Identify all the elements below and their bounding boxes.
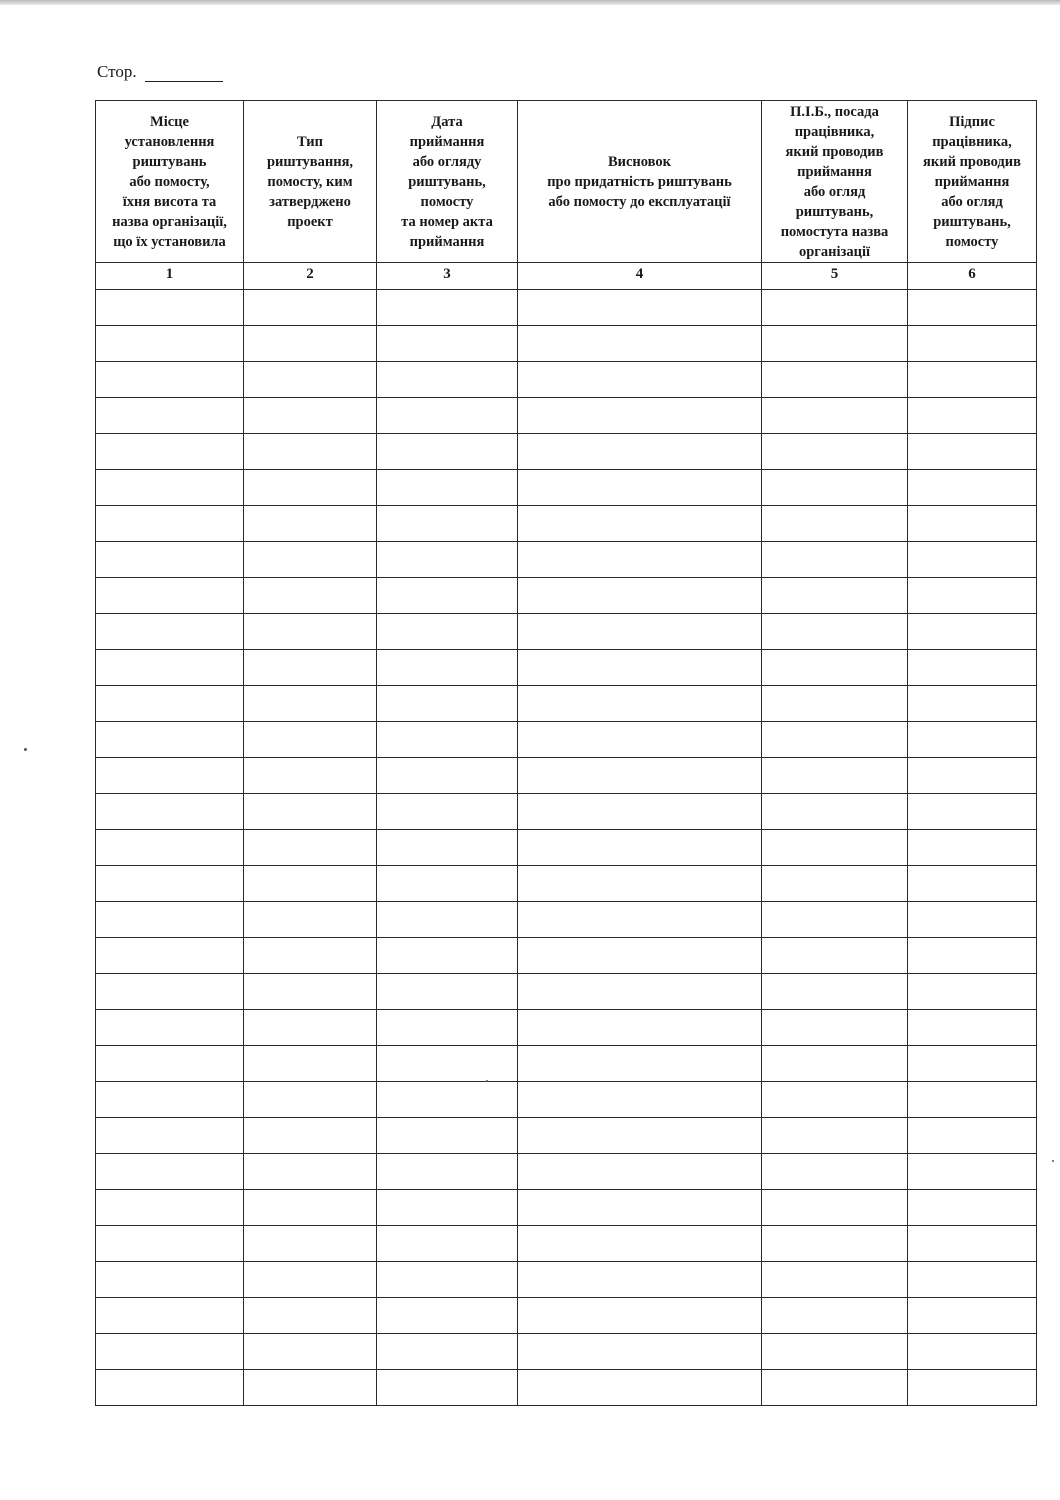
table-cell[interactable] xyxy=(377,614,518,650)
table-row xyxy=(96,434,1037,470)
table-cell[interactable] xyxy=(244,542,377,578)
table-cell[interactable] xyxy=(518,1046,762,1082)
table-cell[interactable] xyxy=(377,1334,518,1370)
table-cell[interactable] xyxy=(244,866,377,902)
table-cell[interactable] xyxy=(377,470,518,506)
table-cell[interactable] xyxy=(518,938,762,974)
table-cell[interactable] xyxy=(518,794,762,830)
table-cell[interactable] xyxy=(244,434,377,470)
table-cell[interactable] xyxy=(518,758,762,794)
table-cell[interactable] xyxy=(96,794,244,830)
table-row xyxy=(96,398,1037,434)
table-cell[interactable] xyxy=(96,830,244,866)
table-cell[interactable] xyxy=(96,326,244,362)
table-row xyxy=(96,758,1037,794)
table-cell[interactable] xyxy=(377,1190,518,1226)
table-cell[interactable] xyxy=(762,1334,908,1370)
table-cell[interactable] xyxy=(96,938,244,974)
table-cell[interactable] xyxy=(762,614,908,650)
table-cell[interactable] xyxy=(762,470,908,506)
table-cell[interactable] xyxy=(762,542,908,578)
table-cell[interactable] xyxy=(244,290,377,326)
table-cell[interactable] xyxy=(518,1370,762,1406)
table-cell[interactable] xyxy=(762,1154,908,1190)
table-row xyxy=(96,290,1037,326)
table-cell[interactable] xyxy=(908,614,1037,650)
table-cell[interactable] xyxy=(96,866,244,902)
table-cell[interactable] xyxy=(518,1010,762,1046)
column-header-signature: Підпис працівника, який проводив приймання або огляд риштувань, помосту xyxy=(908,101,1037,263)
table-cell[interactable] xyxy=(762,1226,908,1262)
page-number-label: Стор. xyxy=(97,62,137,81)
table-cell[interactable] xyxy=(518,578,762,614)
table-row xyxy=(96,542,1037,578)
table-cell[interactable] xyxy=(518,1226,762,1262)
table-cell[interactable] xyxy=(377,938,518,974)
table-cell[interactable] xyxy=(908,1262,1037,1298)
table-cell[interactable] xyxy=(377,398,518,434)
table-cell[interactable] xyxy=(908,1298,1037,1334)
table-cell[interactable] xyxy=(908,1154,1037,1190)
table-cell[interactable] xyxy=(762,866,908,902)
table-cell[interactable] xyxy=(96,1298,244,1334)
table-cell[interactable] xyxy=(96,1262,244,1298)
table-cell[interactable] xyxy=(244,1190,377,1226)
page-number-blank[interactable] xyxy=(145,65,223,82)
table-cell[interactable] xyxy=(762,1370,908,1406)
table-cell[interactable] xyxy=(377,1118,518,1154)
table-cell[interactable] xyxy=(908,470,1037,506)
table-row xyxy=(96,902,1037,938)
table-cell[interactable] xyxy=(377,866,518,902)
table-cell[interactable] xyxy=(96,1190,244,1226)
table-cell[interactable] xyxy=(518,902,762,938)
table-cell[interactable] xyxy=(518,974,762,1010)
table-cell[interactable] xyxy=(762,1262,908,1298)
table-cell[interactable] xyxy=(244,1082,377,1118)
column-number: 4 xyxy=(518,263,762,290)
column-header-location: Місце установлення риштувань або помосту, їхня висота та назва організації, що їх установила xyxy=(96,101,244,263)
table-cell[interactable] xyxy=(96,290,244,326)
table-row xyxy=(96,326,1037,362)
table-cell[interactable] xyxy=(762,506,908,542)
table-cell[interactable] xyxy=(96,686,244,722)
table-cell[interactable] xyxy=(518,434,762,470)
table-cell[interactable] xyxy=(377,722,518,758)
table-cell[interactable] xyxy=(908,866,1037,902)
table-cell[interactable] xyxy=(377,1262,518,1298)
table-cell[interactable] xyxy=(244,398,377,434)
table-row xyxy=(96,470,1037,506)
table-cell[interactable] xyxy=(762,1118,908,1154)
table-cell[interactable] xyxy=(762,578,908,614)
table-cell[interactable] xyxy=(518,506,762,542)
table-cell[interactable] xyxy=(96,434,244,470)
table-cell[interactable] xyxy=(908,1010,1037,1046)
table-cell[interactable] xyxy=(96,470,244,506)
table-row xyxy=(96,722,1037,758)
column-number: 3 xyxy=(377,263,518,290)
table-cell[interactable] xyxy=(762,758,908,794)
table-cell[interactable] xyxy=(518,866,762,902)
table-row xyxy=(96,830,1037,866)
table-cell[interactable] xyxy=(377,290,518,326)
table-cell[interactable] xyxy=(762,650,908,686)
table-cell[interactable] xyxy=(244,830,377,866)
table-row xyxy=(96,650,1037,686)
table-cell[interactable] xyxy=(762,794,908,830)
table-cell[interactable] xyxy=(96,1046,244,1082)
scan-speck xyxy=(486,1080,488,1082)
table-cell[interactable] xyxy=(244,722,377,758)
column-header-date: Дата приймання або огляду риштувань, помосту та номер акта приймання xyxy=(377,101,518,263)
table-cell[interactable] xyxy=(96,578,244,614)
scan-speck xyxy=(24,748,27,751)
table-cell[interactable] xyxy=(96,1226,244,1262)
table-cell[interactable] xyxy=(377,1370,518,1406)
table-cell[interactable] xyxy=(244,326,377,362)
table-cell[interactable] xyxy=(244,1334,377,1370)
column-header-type: Тип риштування, помосту, ким затверджено проект xyxy=(244,101,377,263)
table-cell[interactable] xyxy=(762,1190,908,1226)
table-cell[interactable] xyxy=(377,1226,518,1262)
table-cell[interactable] xyxy=(908,578,1037,614)
table-cell[interactable] xyxy=(908,686,1037,722)
table-cell[interactable] xyxy=(762,1046,908,1082)
column-number-row xyxy=(96,263,1037,290)
table-cell[interactable] xyxy=(244,650,377,686)
table-cell[interactable] xyxy=(244,1118,377,1154)
table-row xyxy=(96,1010,1037,1046)
table-cell[interactable] xyxy=(908,434,1037,470)
table-row xyxy=(96,1226,1037,1262)
table-cell[interactable] xyxy=(518,1154,762,1190)
table-cell[interactable] xyxy=(762,362,908,398)
table-cell[interactable] xyxy=(908,830,1037,866)
table-cell[interactable] xyxy=(96,902,244,938)
table-cell[interactable] xyxy=(518,470,762,506)
table-cell[interactable] xyxy=(377,1046,518,1082)
table-row xyxy=(96,1262,1037,1298)
table-cell[interactable] xyxy=(762,326,908,362)
table-cell[interactable] xyxy=(518,686,762,722)
table-row xyxy=(96,1118,1037,1154)
table-cell[interactable] xyxy=(244,1046,377,1082)
table-cell[interactable] xyxy=(96,1334,244,1370)
table-cell[interactable] xyxy=(96,614,244,650)
table-cell[interactable] xyxy=(762,1082,908,1118)
table-row xyxy=(96,1190,1037,1226)
table-cell[interactable] xyxy=(762,290,908,326)
table-cell[interactable] xyxy=(96,1082,244,1118)
table-cell[interactable] xyxy=(377,506,518,542)
table-cell[interactable] xyxy=(518,1262,762,1298)
table-cell[interactable] xyxy=(762,398,908,434)
table-row xyxy=(96,1046,1037,1082)
table-cell[interactable] xyxy=(96,974,244,1010)
table-cell[interactable] xyxy=(762,830,908,866)
table-cell[interactable] xyxy=(908,1118,1037,1154)
table-cell[interactable] xyxy=(377,758,518,794)
table-cell[interactable] xyxy=(377,362,518,398)
scan-top-edge xyxy=(0,0,1060,5)
table-cell[interactable] xyxy=(244,470,377,506)
table-cell[interactable] xyxy=(244,974,377,1010)
table-cell[interactable] xyxy=(908,938,1037,974)
table-cell[interactable] xyxy=(762,1010,908,1046)
table-cell[interactable] xyxy=(518,1298,762,1334)
table-cell[interactable] xyxy=(96,1370,244,1406)
table-cell[interactable] xyxy=(908,1226,1037,1262)
table-cell[interactable] xyxy=(244,1154,377,1190)
table-cell[interactable] xyxy=(377,794,518,830)
table-cell[interactable] xyxy=(908,1082,1037,1118)
table-cell[interactable] xyxy=(244,794,377,830)
table-cell[interactable] xyxy=(244,1262,377,1298)
header-row xyxy=(96,101,1037,263)
table-cell[interactable] xyxy=(377,326,518,362)
table-cell[interactable] xyxy=(518,326,762,362)
table-cell[interactable] xyxy=(244,1298,377,1334)
table-cell[interactable] xyxy=(518,362,762,398)
inspection-journal-table xyxy=(95,100,1037,1406)
column-number: 5 xyxy=(762,263,908,290)
table-cell[interactable] xyxy=(518,1082,762,1118)
table-cell[interactable] xyxy=(377,434,518,470)
table-cell[interactable] xyxy=(377,830,518,866)
table-cell[interactable] xyxy=(518,1334,762,1370)
table-cell[interactable] xyxy=(377,542,518,578)
table-cell[interactable] xyxy=(908,326,1037,362)
table-cell[interactable] xyxy=(244,1010,377,1046)
table-cell[interactable] xyxy=(908,794,1037,830)
table-cell[interactable] xyxy=(762,722,908,758)
table-cell[interactable] xyxy=(908,1190,1037,1226)
table-cell[interactable] xyxy=(908,1334,1037,1370)
table-cell[interactable] xyxy=(377,1154,518,1190)
table-cell[interactable] xyxy=(518,1118,762,1154)
table-cell[interactable] xyxy=(96,542,244,578)
table-cell[interactable] xyxy=(518,290,762,326)
table-cell[interactable] xyxy=(762,974,908,1010)
table-row xyxy=(96,506,1037,542)
table-cell[interactable] xyxy=(96,362,244,398)
table-row xyxy=(96,974,1037,1010)
table-cell[interactable] xyxy=(762,938,908,974)
table-cell[interactable] xyxy=(908,362,1037,398)
table-cell[interactable] xyxy=(377,902,518,938)
table-row xyxy=(96,686,1037,722)
table-cell[interactable] xyxy=(518,398,762,434)
table-row xyxy=(96,1154,1037,1190)
table-cell[interactable] xyxy=(96,650,244,686)
table-cell[interactable] xyxy=(377,974,518,1010)
table-row xyxy=(96,362,1037,398)
table-cell[interactable] xyxy=(518,1190,762,1226)
table-cell[interactable] xyxy=(377,1082,518,1118)
table-row xyxy=(96,1298,1037,1334)
table-row xyxy=(96,1334,1037,1370)
column-header-inspector: П.І.Б., посада працівника, який проводив приймання або огляд риштувань, помостута назва організації xyxy=(762,101,908,263)
table-cell[interactable] xyxy=(518,650,762,686)
table-cell[interactable] xyxy=(377,578,518,614)
table-cell[interactable] xyxy=(908,506,1037,542)
table-cell[interactable] xyxy=(244,1370,377,1406)
table-cell[interactable] xyxy=(244,578,377,614)
table-cell[interactable] xyxy=(96,758,244,794)
table-row xyxy=(96,1370,1037,1406)
scan-speck xyxy=(1052,1160,1054,1162)
table-cell[interactable] xyxy=(96,506,244,542)
table-cell[interactable] xyxy=(377,650,518,686)
table-cell[interactable] xyxy=(96,398,244,434)
table-row xyxy=(96,794,1037,830)
table-cell[interactable] xyxy=(518,614,762,650)
table-cell[interactable] xyxy=(908,542,1037,578)
table-cell[interactable] xyxy=(762,434,908,470)
table-cell[interactable] xyxy=(908,758,1037,794)
table-cell[interactable] xyxy=(244,1226,377,1262)
table-cell[interactable] xyxy=(908,398,1037,434)
table-cell[interactable] xyxy=(96,1118,244,1154)
table-cell[interactable] xyxy=(377,1010,518,1046)
column-number: 1 xyxy=(96,263,244,290)
table-cell[interactable] xyxy=(244,614,377,650)
table-row xyxy=(96,578,1037,614)
table-row xyxy=(96,938,1037,974)
table-cell[interactable] xyxy=(908,650,1037,686)
table-cell[interactable] xyxy=(244,362,377,398)
table-cell[interactable] xyxy=(762,902,908,938)
table-cell[interactable] xyxy=(96,1010,244,1046)
table-cell[interactable] xyxy=(518,722,762,758)
table-cell[interactable] xyxy=(244,938,377,974)
table-cell[interactable] xyxy=(96,722,244,758)
table-row xyxy=(96,866,1037,902)
table-row xyxy=(96,1082,1037,1118)
table-cell[interactable] xyxy=(908,722,1037,758)
page-number-field xyxy=(97,62,223,82)
table-cell[interactable] xyxy=(762,686,908,722)
table-cell[interactable] xyxy=(908,974,1037,1010)
table-cell[interactable] xyxy=(908,290,1037,326)
table-cell[interactable] xyxy=(518,830,762,866)
table-cell[interactable] xyxy=(244,686,377,722)
column-header-conclusion: Висновок про придатність риштувань або помосту до експлуатації xyxy=(518,101,762,263)
column-number: 6 xyxy=(908,263,1037,290)
column-number: 2 xyxy=(244,263,377,290)
table-row xyxy=(96,614,1037,650)
table-cell[interactable] xyxy=(908,902,1037,938)
table-cell[interactable] xyxy=(244,506,377,542)
table-cell[interactable] xyxy=(762,1298,908,1334)
table-cell[interactable] xyxy=(908,1046,1037,1082)
table-cell[interactable] xyxy=(244,902,377,938)
table-cell[interactable] xyxy=(377,686,518,722)
table-cell[interactable] xyxy=(518,542,762,578)
table-cell[interactable] xyxy=(244,758,377,794)
table-cell[interactable] xyxy=(96,1154,244,1190)
table-cell[interactable] xyxy=(908,1370,1037,1406)
table-cell[interactable] xyxy=(377,1298,518,1334)
